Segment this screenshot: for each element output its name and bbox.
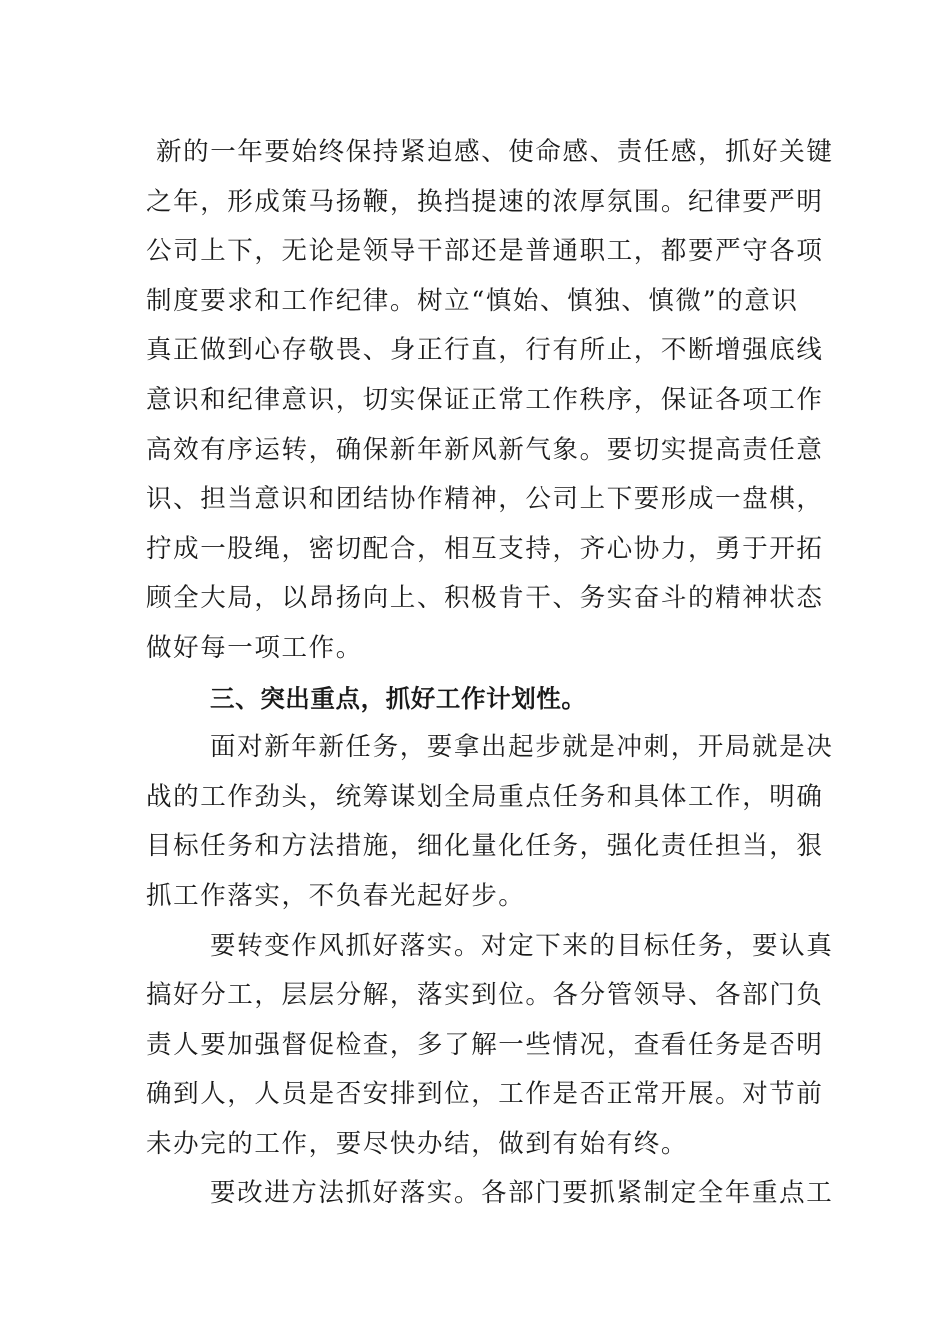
text-line: 要改进方法抓好落实。各部门要抓紧制定全年重点工 xyxy=(210,1178,834,1209)
text-line: 战的工作劲头，统筹谋划全局重点任务和具体工作，明确 xyxy=(146,781,824,812)
text-line: 真正做到心存敬畏、身正行直，行有所止，不断增强底线 xyxy=(146,335,824,366)
text-line: 搞好分工，层层分解，落实到位。各分管领导、各部门负 xyxy=(146,980,824,1011)
text-line: 高效有序运转，确保新年新风新气象。要切实提高责任意 xyxy=(146,434,824,465)
text-line: 做好每一项工作。 xyxy=(146,632,363,663)
text-line: 公司上下，无论是领导干部还是普通职工，都要严守各项 xyxy=(146,236,824,267)
document-body xyxy=(146,128,834,1219)
text-line: 未办完的工作，要尽快办结，做到有始有终。 xyxy=(146,1128,689,1159)
text-line: 抓工作落实，不负春光起好步。 xyxy=(146,880,526,911)
text-line: 拧成一股绳，密切配合，相互支持，齐心协力，勇于开拓 xyxy=(146,533,824,564)
text-line: 新的一年要始终保持紧迫感、使命感、责任感，抓好关键 xyxy=(156,137,834,167)
text-line: 目标任务和方法措施，细化量化任务，强化责任担当，狠 xyxy=(146,831,824,862)
paragraph-discipline xyxy=(146,128,834,674)
text-line: 顾全大局，以昂扬向上、积极肯干、务实奋斗的精神状态 xyxy=(146,583,824,614)
section-heading: 三、突出重点，抓好工作计划性。 xyxy=(210,683,587,713)
paragraph-new-tasks xyxy=(146,723,834,921)
text-line: 意识和纪律意识，切实保证正常工作秩序，保证各项工作 xyxy=(146,384,824,415)
text-line: 制度要求和工作纪律。树立“慎始、慎独、慎微”的意识 xyxy=(146,285,799,316)
paragraph-methods xyxy=(146,1169,834,1219)
text-line: 确到人，人员是否安排到位，工作是否正常开展。对节前 xyxy=(146,1079,824,1110)
paragraph-work-style xyxy=(146,922,834,1170)
text-line: 责人要加强督促检查，多了解一些情况，查看任务是否明 xyxy=(146,1029,824,1060)
text-line: 面对新年新任务，要拿出起步就是冲刺，开局就是决 xyxy=(210,732,834,763)
text-line: 之年，形成策马扬鞭，换挡提速的浓厚氛围。纪律要严明 xyxy=(146,186,824,217)
text-line: 识、担当意识和团结协作精神，公司上下要形成一盘棋， xyxy=(146,484,824,515)
text-line: 要转变作风抓好落实。对定下来的目标任务，要认真 xyxy=(210,930,834,961)
